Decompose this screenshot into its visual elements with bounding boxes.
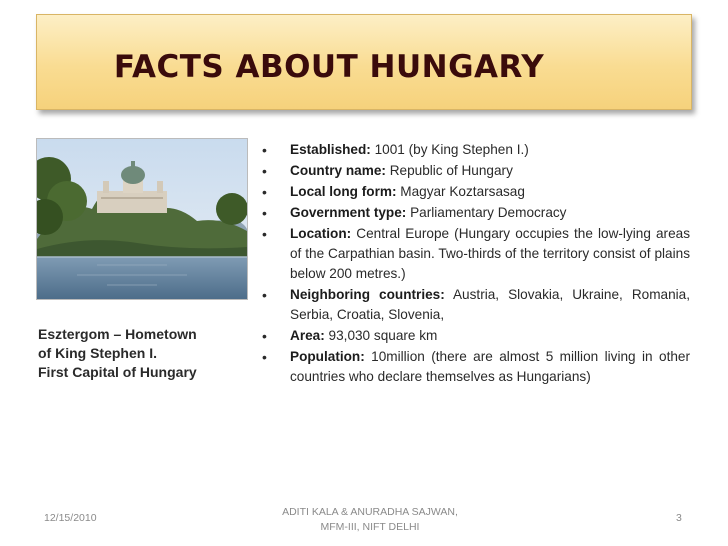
page-number: 3 <box>676 512 682 524</box>
fact-text: Magyar Koztarsasag <box>396 184 525 199</box>
fact-item <box>260 161 690 181</box>
fact-text: Central Europe (Hungary occupies the low-lying areas of the Carpathian basin. Two-thirds of the territory consist of plains below 200 metres.) <box>290 226 690 281</box>
fact-label: Government type: <box>290 205 407 220</box>
footer-authors-line: ADITI KALA & ANURADHA SAJWAN, <box>282 506 458 518</box>
fact-label: Local long form: <box>290 184 397 199</box>
caption-line: First Capital of Hungary <box>38 364 197 380</box>
facts-list <box>260 140 690 388</box>
bullet-icon: • <box>262 349 267 365</box>
caption-line: of King Stephen I. <box>38 345 157 361</box>
fact-item <box>260 347 690 387</box>
fact-text: Parliamentary Democracy <box>406 205 567 220</box>
fact-item <box>260 140 690 160</box>
fact-item <box>260 182 690 202</box>
fact-text: Austria, Slovakia, Ukraine, Romania, Serbia, Croatia, Slovenia, <box>290 287 690 322</box>
fact-text: 10million (there are almost 5 million living in other countries who declare themselves as Hungarians) <box>290 349 690 384</box>
photo-caption <box>38 325 238 382</box>
fact-text: 93,030 square km <box>324 328 438 343</box>
footer-authors-line: MFM-III, NIFT DELHI <box>320 521 420 533</box>
bullet-icon: • <box>262 184 267 200</box>
fact-item <box>260 224 690 284</box>
fact-text: 1001 (by King Stephen I.) <box>370 142 529 157</box>
slide-title: FACTS ABOUT HUNGARY <box>113 49 545 85</box>
title-banner <box>36 14 692 110</box>
bullet-icon: • <box>262 163 267 179</box>
bullet-icon: • <box>262 328 267 344</box>
bullet-icon: • <box>262 287 267 303</box>
esztergom-photo <box>36 138 248 300</box>
bullet-icon: • <box>262 205 267 221</box>
fact-label: Neighboring countries: <box>290 287 445 302</box>
fact-item <box>260 203 690 223</box>
caption-line: Esztergom – Hometown <box>38 326 197 342</box>
footer-date: 12/15/2010 <box>44 512 97 524</box>
footer-authors <box>250 505 490 535</box>
fact-label: Population: <box>290 349 365 364</box>
fact-item <box>260 285 690 325</box>
bullet-icon: • <box>262 142 267 158</box>
fact-item <box>260 326 690 346</box>
fact-label: Established: <box>290 142 371 157</box>
fact-label: Area: <box>290 328 325 343</box>
bullet-icon: • <box>262 226 267 242</box>
fact-text: Republic of Hungary <box>385 163 513 178</box>
fact-label: Location: <box>290 226 352 241</box>
fact-label: Country name: <box>290 163 386 178</box>
